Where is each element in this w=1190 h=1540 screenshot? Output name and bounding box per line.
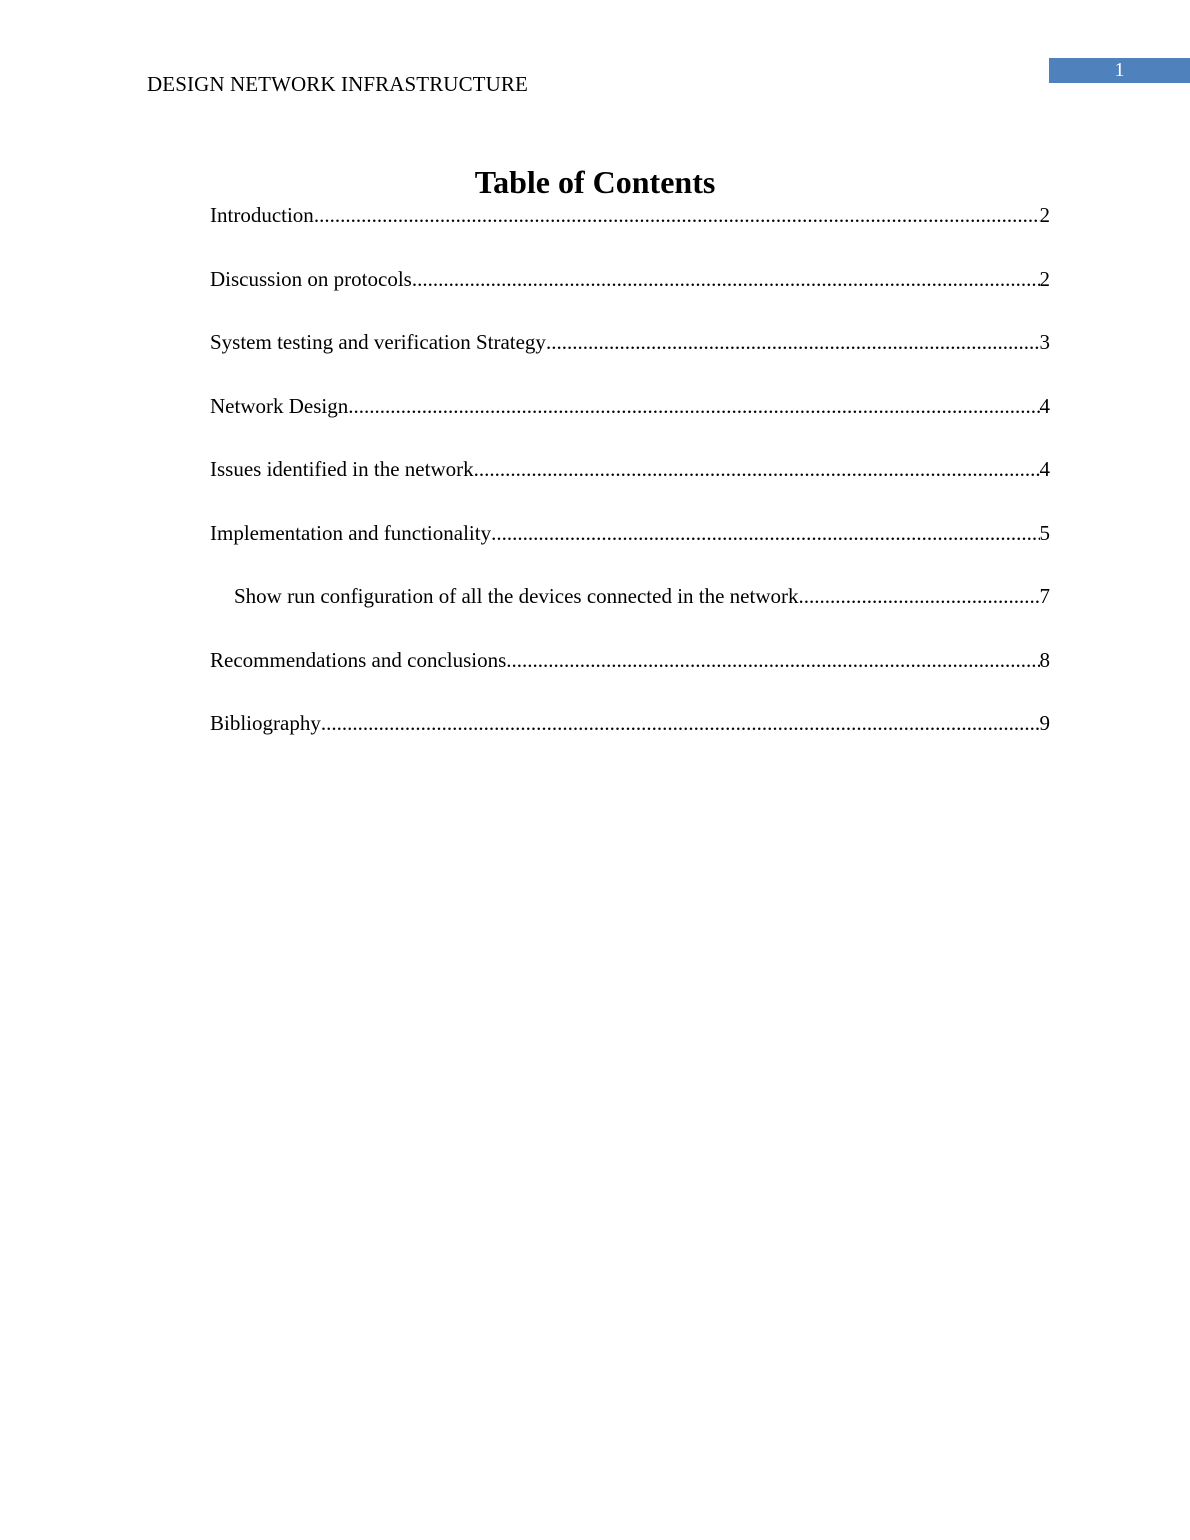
toc-entry-bibliography[interactable]: [210, 708, 1050, 772]
toc-entry-text: Recommendations and conclusions: [210, 647, 507, 672]
toc-dot-leader: [506, 645, 1039, 675]
toc-list: [210, 200, 1050, 772]
toc-entry-text: Issues identified in the network: [210, 457, 474, 481]
toc-entry-issues-identified[interactable]: [210, 454, 1050, 518]
toc-dot-leader: [491, 518, 1039, 548]
running-header: DESIGN NETWORK INFRASTRUCTURE: [147, 72, 528, 96]
toc-entry-text: Introduction: [210, 203, 314, 227]
toc-dot-leader: [412, 264, 1040, 294]
page-number-badge: 1: [1049, 58, 1190, 83]
toc-entry-page: 4: [1039, 393, 1050, 418]
toc-entry-page: 7: [1039, 584, 1050, 608]
toc-dot-leader: [321, 708, 1040, 738]
toc-entry-discussion-on-protocols[interactable]: [210, 264, 1050, 328]
toc-entry-text: Bibliography: [210, 711, 321, 735]
toc-entry-text: Implementation and functionality: [210, 520, 492, 545]
toc-entry-system-testing[interactable]: [210, 327, 1050, 391]
toc-entry-show-run-configuration[interactable]: [210, 581, 1050, 645]
toc-title: Table of Contents: [474, 164, 716, 200]
toc-entry-introduction[interactable]: [210, 200, 1050, 264]
toc-entry-page: 4: [1039, 457, 1050, 481]
toc-entry-implementation[interactable]: [210, 518, 1050, 582]
toc-entry-text: Network Design: [210, 393, 349, 418]
toc-dot-leader: [799, 581, 1040, 611]
toc-entry-page: 8: [1039, 647, 1050, 672]
toc-entry-page: 5: [1039, 520, 1050, 545]
toc-entry-text: Discussion on protocols: [210, 266, 412, 291]
toc-entry-page: 3: [1039, 330, 1050, 354]
toc-entry-page: 2: [1039, 203, 1050, 227]
toc-entry-page: 2: [1039, 266, 1050, 291]
toc-entry-text: Show run configuration of all the devices connected in the network: [234, 584, 799, 608]
toc-dot-leader: [314, 200, 1040, 230]
toc-dot-leader: [546, 327, 1040, 357]
toc-entry-recommendations[interactable]: [210, 645, 1050, 709]
toc-entry-page: 9: [1039, 711, 1050, 735]
toc-entry-text: System testing and verification Strategy: [210, 330, 546, 354]
toc-dot-leader: [474, 454, 1040, 484]
toc-dot-leader: [348, 391, 1039, 421]
toc-entry-network-design[interactable]: [210, 391, 1050, 455]
